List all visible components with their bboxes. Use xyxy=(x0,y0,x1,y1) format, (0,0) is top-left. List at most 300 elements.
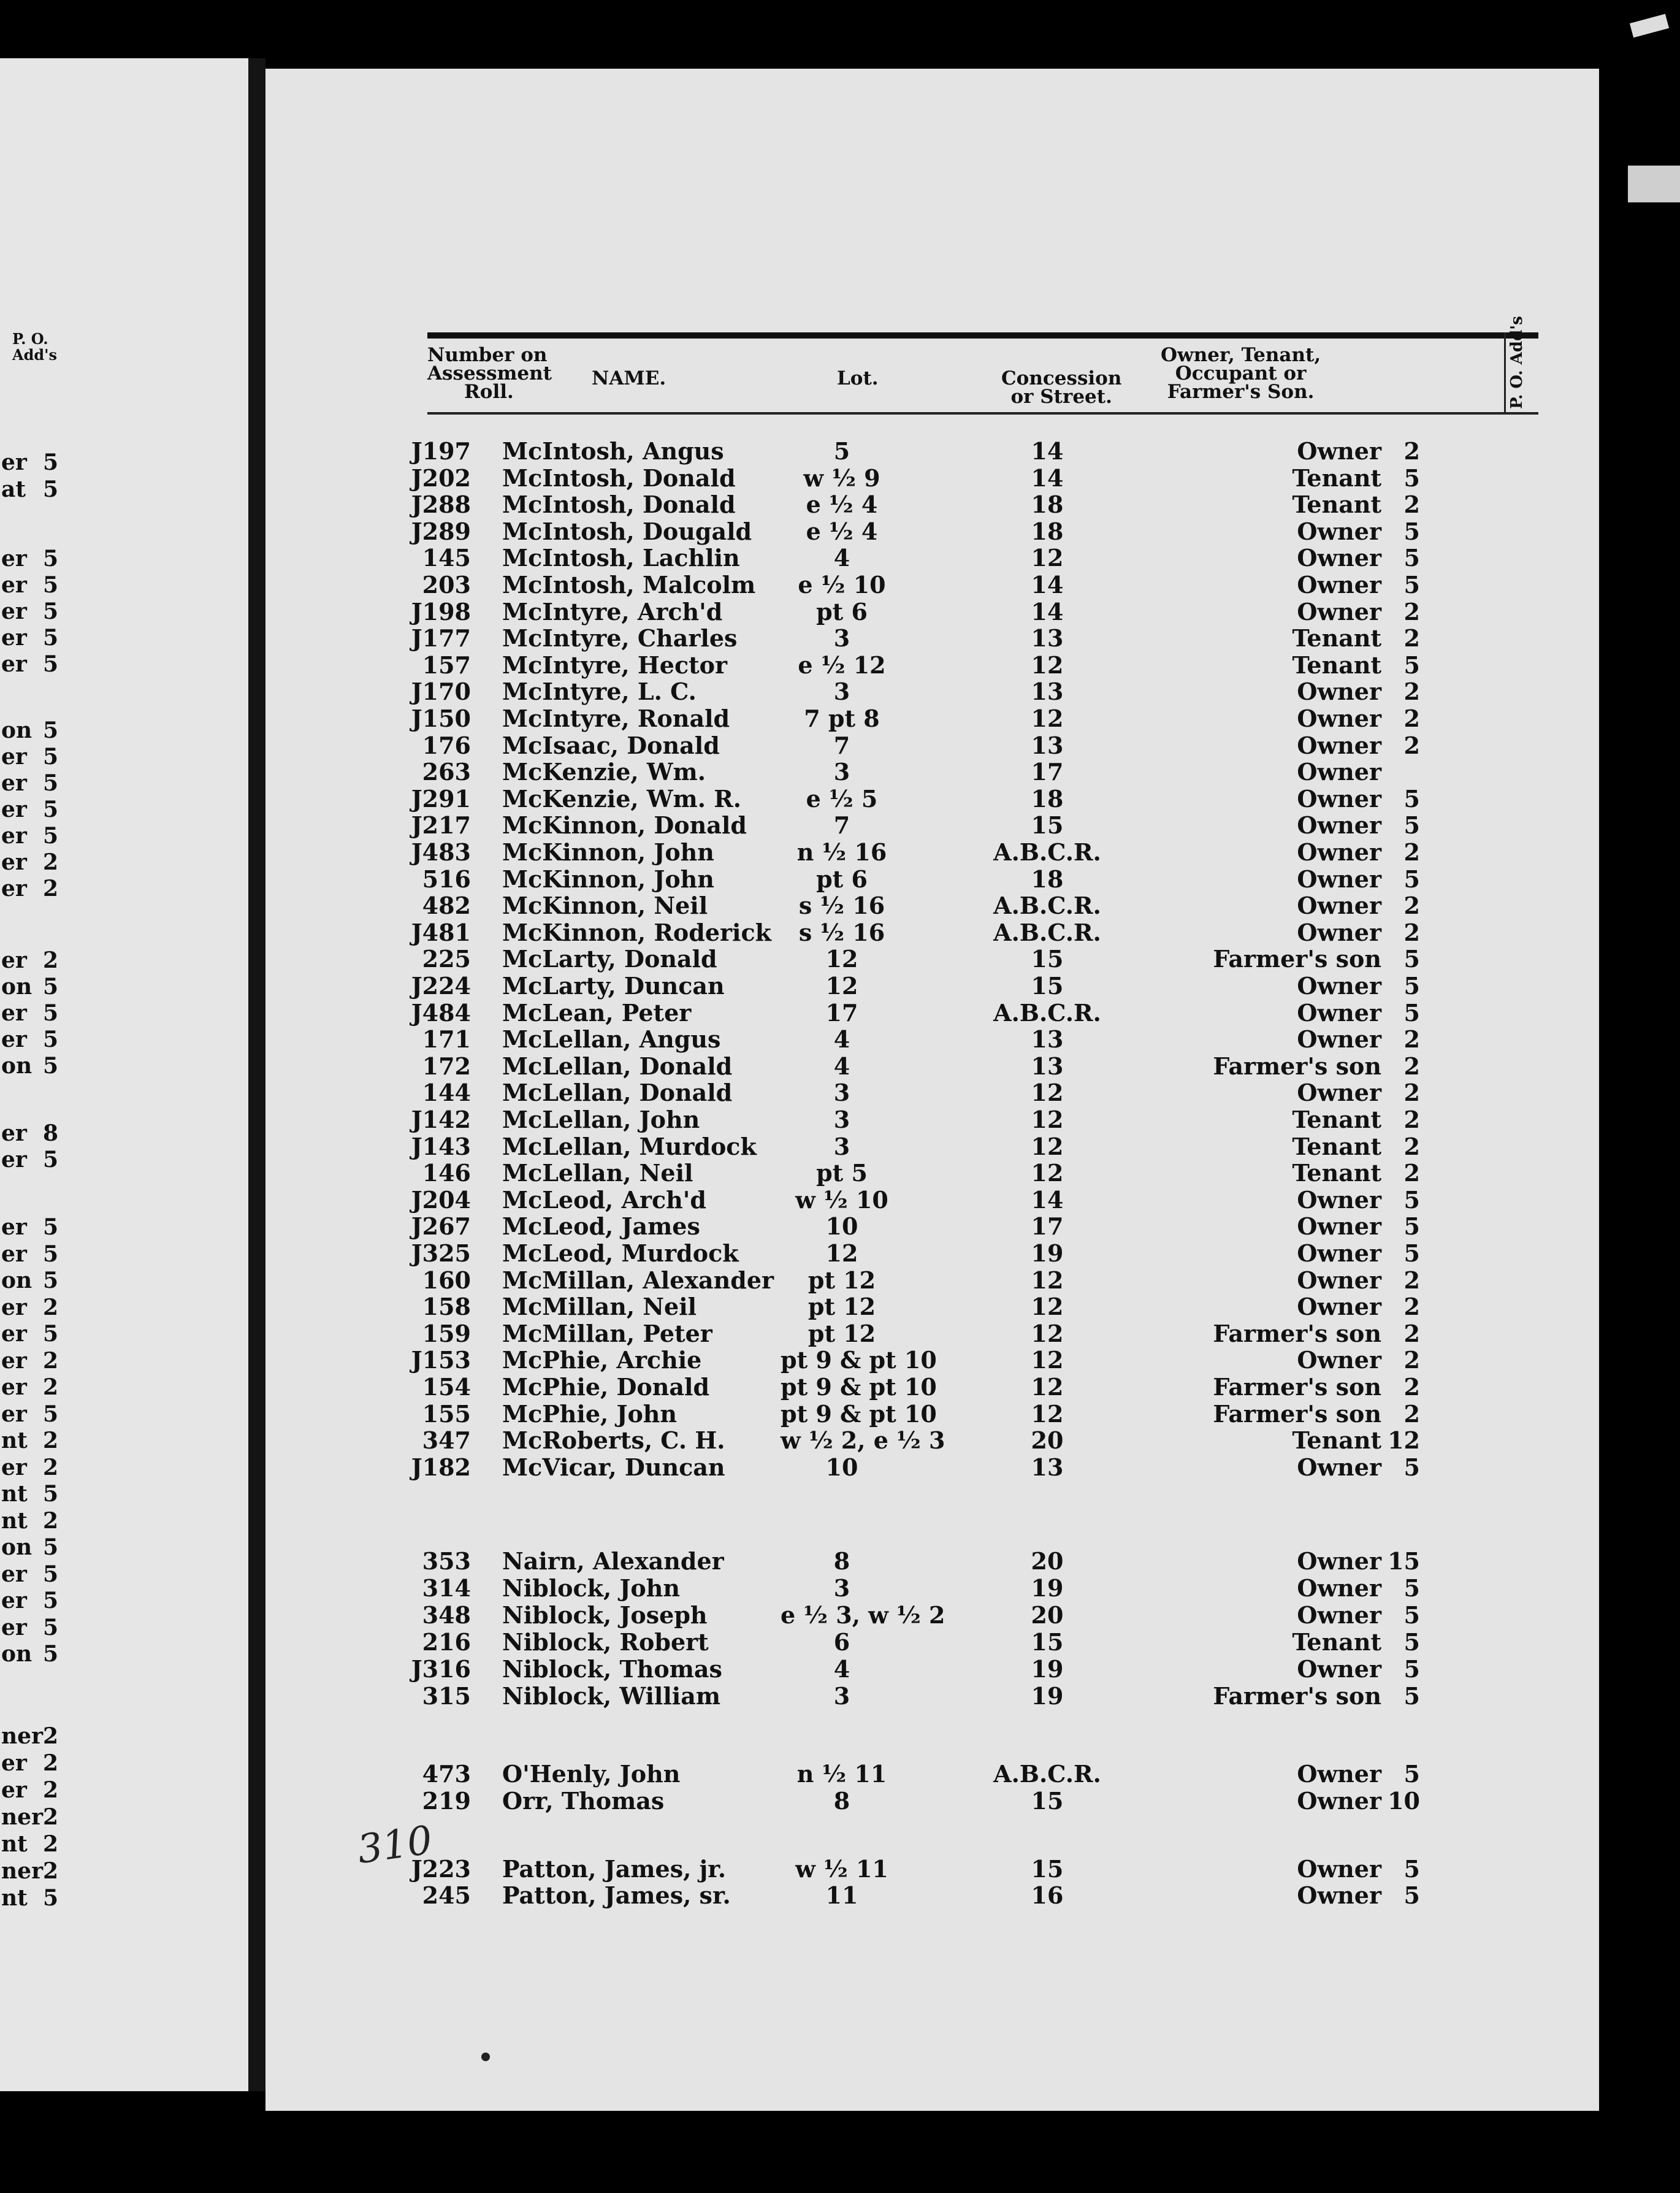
cell-po-address: 2 xyxy=(1403,678,1420,705)
left-entry-text: ner xyxy=(1,1804,44,1830)
cell-owner-status: Owner xyxy=(1297,999,1381,1027)
cell-owner-status: Owner xyxy=(1297,1881,1381,1909)
cell-concession: 17 xyxy=(1031,758,1064,786)
cell-po-address: 2 xyxy=(1403,919,1420,946)
left-entry-text: er xyxy=(1,849,27,875)
cell-concession: 12 xyxy=(1031,1373,1064,1401)
cell-po-address: 2 xyxy=(1403,437,1420,465)
cell-name: McIntyre, L. C. xyxy=(502,678,697,705)
left-entry-number: 2 xyxy=(43,1295,59,1320)
cell-lot: 3 xyxy=(833,1106,850,1133)
table-row xyxy=(265,1160,1599,1186)
cell-roll-number: 159 xyxy=(422,1320,471,1347)
cell-owner-status: Owner xyxy=(1297,1855,1381,1883)
cell-po-address: 2 xyxy=(1403,1159,1420,1187)
table-row xyxy=(265,1214,1599,1239)
cell-po-address: 2 xyxy=(1403,598,1420,626)
cell-lot: pt 12 xyxy=(808,1320,876,1347)
cell-name: McIntyre, Ronald xyxy=(502,705,730,732)
cell-concession: A.B.C.R. xyxy=(993,892,1101,919)
table-row xyxy=(265,706,1599,732)
cell-name: McKenzie, Wm. R. xyxy=(502,785,742,813)
left-entry-number: 2 xyxy=(43,1428,59,1453)
cell-concession: 16 xyxy=(1031,1881,1064,1909)
cell-roll-number: J291 xyxy=(411,785,471,813)
table-row xyxy=(265,786,1599,812)
left-entry-number: 5 xyxy=(43,1401,59,1427)
cell-owner-status: Owner xyxy=(1297,1453,1381,1481)
table-row xyxy=(265,733,1599,759)
cell-po-address: 5 xyxy=(1403,945,1420,973)
table-row xyxy=(265,1883,1599,1908)
cell-lot: pt 12 xyxy=(808,1266,876,1294)
cell-po-address: 15 xyxy=(1388,1547,1420,1575)
cell-name: McLellan, Angus xyxy=(502,1025,721,1053)
cell-concession: 12 xyxy=(1031,1079,1064,1106)
table-row xyxy=(265,438,1599,464)
cell-owner-status: Owner xyxy=(1297,437,1381,465)
table-row xyxy=(265,759,1599,785)
cell-lot: 8 xyxy=(833,1787,850,1815)
left-entry-text: nt xyxy=(1,1481,28,1507)
cell-concession: 15 xyxy=(1031,811,1064,839)
cell-po-address: 5 xyxy=(1403,1212,1420,1240)
cell-lot: e ½ 10 xyxy=(798,571,886,599)
cell-concession: 12 xyxy=(1031,1400,1064,1428)
left-entry-number: 5 xyxy=(43,1000,59,1026)
cell-concession: 14 xyxy=(1031,571,1064,599)
cell-po-address: 2 xyxy=(1403,624,1420,652)
left-entry-number: 5 xyxy=(43,744,59,770)
cell-concession: 15 xyxy=(1031,1787,1064,1815)
left-entry-number: 2 xyxy=(43,947,59,973)
cell-lot: 3 xyxy=(833,624,850,652)
cell-name: McLellan, John xyxy=(502,1106,700,1133)
cell-roll-number: J177 xyxy=(411,624,471,652)
cell-lot: 6 xyxy=(833,1628,850,1656)
cell-concession: 19 xyxy=(1031,1574,1064,1602)
cell-owner-status: Tenant xyxy=(1292,1106,1381,1133)
left-entry xyxy=(0,823,61,848)
left-entry-number: 5 xyxy=(43,546,59,572)
cell-concession: 13 xyxy=(1031,1052,1064,1080)
cell-owner-status: Owner xyxy=(1297,811,1381,839)
cell-roll-number: J217 xyxy=(411,811,471,839)
cell-lot: 3 xyxy=(833,1133,850,1160)
left-entry-number: 5 xyxy=(43,1321,59,1347)
cell-concession: 15 xyxy=(1031,972,1064,1000)
header-number-line3: Roll. xyxy=(464,381,514,403)
cell-concession: 13 xyxy=(1031,624,1064,652)
cell-lot: e ½ 3, w ½ 2 xyxy=(781,1601,945,1629)
table-row xyxy=(265,973,1599,999)
cell-owner-status: Owner xyxy=(1297,1025,1381,1053)
table-row xyxy=(265,1321,1599,1347)
left-entry-number: 2 xyxy=(43,1374,59,1400)
cell-concession: 18 xyxy=(1031,518,1064,545)
cell-owner-status: Owner xyxy=(1297,518,1381,545)
left-entry xyxy=(0,1641,61,1666)
left-entry xyxy=(0,651,61,676)
left-entry-text: er xyxy=(1,625,27,651)
cell-po-address: 5 xyxy=(1403,811,1420,839)
cell-lot: e ½ 4 xyxy=(806,491,878,518)
cell-roll-number: J143 xyxy=(411,1133,471,1160)
cell-lot: w ½ 10 xyxy=(795,1186,888,1214)
left-entry-text: ner xyxy=(1,1858,44,1884)
header-number-line1: Number on xyxy=(427,344,548,366)
left-entry-number: 5 xyxy=(43,1241,59,1267)
cell-lot: 12 xyxy=(825,1239,858,1267)
left-entry-number: 5 xyxy=(43,1053,59,1079)
table-row xyxy=(265,1548,1599,1574)
cell-roll-number: 219 xyxy=(422,1787,471,1815)
table-row xyxy=(265,1629,1599,1655)
cell-concession: A.B.C.R. xyxy=(993,919,1101,946)
cell-name: O'Henly, John xyxy=(502,1760,681,1788)
cell-name: McKinnon, Roderick xyxy=(502,919,771,946)
cell-concession: 12 xyxy=(1031,1320,1064,1347)
cell-name: McKinnon, Donald xyxy=(502,811,747,839)
table-row xyxy=(265,1187,1599,1213)
cell-name: McLellan, Donald xyxy=(502,1052,733,1080)
left-entry-number: 5 xyxy=(43,1027,59,1052)
left-po-header-line2: Add's xyxy=(12,346,58,364)
table-row xyxy=(265,840,1599,865)
table-row xyxy=(265,1656,1599,1682)
cell-roll-number: J182 xyxy=(411,1453,471,1481)
cell-name: McIsaac, Donald xyxy=(502,732,720,759)
left-entry-number: 2 xyxy=(43,1804,59,1830)
cell-po-address: 5 xyxy=(1403,1453,1420,1481)
left-entry xyxy=(0,1777,61,1802)
left-entry-text: er xyxy=(1,1348,27,1374)
table-row xyxy=(265,465,1599,491)
cell-name: Niblock, John xyxy=(502,1574,681,1602)
left-entry xyxy=(0,1723,61,1748)
header-name: NAME. xyxy=(592,367,666,389)
cell-owner-status: Owner xyxy=(1297,705,1381,732)
cell-owner-status: Owner xyxy=(1297,1574,1381,1602)
cell-po-address: 5 xyxy=(1403,1601,1420,1629)
table-row xyxy=(265,519,1599,545)
table-row xyxy=(265,545,1599,571)
cell-lot: pt 12 xyxy=(808,1293,876,1320)
left-entry xyxy=(0,1027,61,1051)
cell-name: McKinnon, Neil xyxy=(502,892,708,919)
cell-owner-status: Farmer's son xyxy=(1213,1682,1381,1710)
cell-po-address: 5 xyxy=(1403,1239,1420,1267)
left-entry-number: 5 xyxy=(43,770,59,796)
left-entry-text: nt xyxy=(1,1885,28,1911)
cell-concession: 18 xyxy=(1031,785,1064,813)
table-row xyxy=(265,1856,1599,1882)
left-entry-text: er xyxy=(1,1027,27,1052)
cell-lot: w ½ 2, e ½ 3 xyxy=(781,1426,945,1454)
cell-po-address: 5 xyxy=(1403,544,1420,572)
cell-lot: 10 xyxy=(825,1453,858,1481)
table-row xyxy=(265,893,1599,919)
cell-concession: A.B.C.R. xyxy=(993,838,1101,866)
cell-roll-number: 160 xyxy=(422,1266,471,1294)
cell-lot: s ½ 16 xyxy=(798,892,885,919)
table-row xyxy=(265,1761,1599,1787)
cell-name: McMillan, Neil xyxy=(502,1293,697,1320)
cell-owner-status: Owner xyxy=(1297,1547,1381,1575)
cell-owner-status: Owner xyxy=(1297,1760,1381,1788)
cell-roll-number: J483 xyxy=(411,838,471,866)
left-entry-text: er xyxy=(1,450,27,475)
cell-lot: 5 xyxy=(833,437,850,465)
left-entry-number: 2 xyxy=(43,1831,59,1857)
left-entry-text: er xyxy=(1,1401,27,1427)
cell-owner-status: Farmer's son xyxy=(1213,1320,1381,1347)
left-entry xyxy=(0,1750,61,1775)
left-entry-text: nt xyxy=(1,1428,28,1453)
cell-roll-number: 157 xyxy=(422,651,471,679)
left-entry-text: er xyxy=(1,1000,27,1026)
cell-roll-number: J170 xyxy=(411,678,471,705)
left-entry-number: 5 xyxy=(43,797,59,822)
cell-lot: 12 xyxy=(825,945,858,973)
cell-roll-number: J204 xyxy=(411,1186,471,1214)
cell-owner-status: Owner xyxy=(1297,678,1381,705)
cell-lot: 3 xyxy=(833,758,850,786)
cell-concession: 18 xyxy=(1031,491,1064,518)
left-entry-number: 5 xyxy=(43,1147,59,1173)
cell-roll-number: 155 xyxy=(422,1400,471,1428)
left-entry-text: er xyxy=(1,1588,27,1613)
left-entry xyxy=(0,947,61,972)
cell-name: McIntosh, Donald xyxy=(502,464,736,492)
cell-roll-number: 158 xyxy=(422,1293,471,1320)
left-entry xyxy=(0,1885,61,1910)
header-concession xyxy=(1001,369,1121,406)
cell-po-address: 5 xyxy=(1403,1760,1420,1788)
cell-concession: 12 xyxy=(1031,1293,1064,1320)
cell-po-address: 2 xyxy=(1403,1400,1420,1428)
ink-dot xyxy=(481,2053,490,2061)
cell-lot: 3 xyxy=(833,1682,850,1710)
cell-roll-number: J142 xyxy=(411,1106,471,1133)
header-bottom-rule xyxy=(427,412,1538,415)
cell-name: McKenzie, Wm. xyxy=(502,758,706,786)
cell-owner-status: Owner xyxy=(1297,1346,1381,1374)
cell-name: McIntyre, Charles xyxy=(502,624,738,652)
cell-roll-number: 225 xyxy=(422,945,471,973)
left-entry xyxy=(0,546,61,570)
left-entry xyxy=(0,1000,61,1025)
cell-roll-number: 245 xyxy=(422,1881,471,1909)
table-row xyxy=(265,599,1599,625)
cell-name: McKinnon, John xyxy=(502,865,714,893)
left-entry xyxy=(0,1053,61,1077)
cell-roll-number: 473 xyxy=(422,1760,471,1788)
table-row xyxy=(265,1788,1599,1814)
left-entry-text: er xyxy=(1,572,27,598)
header-owner xyxy=(1161,346,1321,401)
table-row xyxy=(265,1107,1599,1133)
left-entry xyxy=(0,744,61,768)
left-entry-text: er xyxy=(1,1750,27,1776)
left-entry-text: nt xyxy=(1,1831,28,1857)
table-row xyxy=(265,1054,1599,1079)
cell-concession: 12 xyxy=(1031,1266,1064,1294)
left-entry xyxy=(0,1120,61,1145)
cell-roll-number: 314 xyxy=(422,1574,471,1602)
cell-lot: e ½ 4 xyxy=(806,518,878,545)
left-entry xyxy=(0,876,61,900)
cell-lot: s ½ 16 xyxy=(798,919,885,946)
cell-owner-status: Owner xyxy=(1297,785,1381,813)
left-entry-number: 5 xyxy=(43,1615,59,1640)
book-spine xyxy=(248,58,265,2091)
cell-po-address: 2 xyxy=(1403,1293,1420,1320)
left-entry-text: ner xyxy=(1,1723,44,1749)
cell-name: McIntyre, Hector xyxy=(502,651,728,679)
left-entry-text: er xyxy=(1,1321,27,1347)
cell-roll-number: 482 xyxy=(422,892,471,919)
cell-lot: 17 xyxy=(825,999,858,1027)
register-page xyxy=(265,69,1599,2111)
left-entry xyxy=(0,1561,61,1586)
left-entry-text: on xyxy=(1,718,32,743)
left-entry-text: er xyxy=(1,1374,27,1400)
table-row xyxy=(265,1602,1599,1628)
cell-name: Nairn, Alexander xyxy=(502,1547,724,1575)
left-entry xyxy=(0,1214,61,1239)
header-concession-line2: or Street. xyxy=(1010,386,1112,408)
cell-name: Patton, James, jr. xyxy=(502,1855,727,1883)
cell-roll-number: J267 xyxy=(411,1212,471,1240)
header-owner-line3: Farmer's Son. xyxy=(1167,381,1315,403)
cell-concession: 13 xyxy=(1031,1453,1064,1481)
left-entry xyxy=(0,476,61,501)
cell-owner-status: Owner xyxy=(1297,1266,1381,1294)
cell-concession: 15 xyxy=(1031,1855,1064,1883)
left-entry-number: 5 xyxy=(43,1268,59,1293)
cell-roll-number: 146 xyxy=(422,1159,471,1187)
left-entry-text: er xyxy=(1,1615,27,1640)
cell-po-address: 5 xyxy=(1403,518,1420,545)
left-entry-number: 5 xyxy=(43,1214,59,1240)
left-entry-number: 5 xyxy=(43,1588,59,1613)
left-entry xyxy=(0,572,61,597)
cell-po-address: 5 xyxy=(1403,865,1420,893)
cell-po-address: 5 xyxy=(1403,1628,1420,1656)
cell-po-address: 5 xyxy=(1403,999,1420,1027)
table-row xyxy=(265,626,1599,651)
cell-lot: 3 xyxy=(833,1574,850,1602)
left-entry-number: 5 xyxy=(43,1885,59,1911)
cell-roll-number: 172 xyxy=(422,1052,471,1080)
cell-concession: 19 xyxy=(1031,1239,1064,1267)
left-po-header-line1: P. O. xyxy=(12,330,48,348)
cell-name: McIntosh, Donald xyxy=(502,491,736,518)
cell-concession: 14 xyxy=(1031,1186,1064,1214)
cell-name: McIntosh, Angus xyxy=(502,437,724,465)
cell-owner-status: Owner xyxy=(1297,1655,1381,1683)
table-row xyxy=(265,679,1599,705)
cell-name: McMillan, Alexander xyxy=(502,1266,774,1294)
left-entry xyxy=(0,1428,61,1452)
cell-concession: 18 xyxy=(1031,865,1064,893)
cell-name: Niblock, Thomas xyxy=(502,1655,722,1683)
left-entry xyxy=(0,1374,61,1399)
left-entry xyxy=(0,1348,61,1372)
cell-name: McPhie, Donald xyxy=(502,1373,710,1401)
table-row xyxy=(265,1134,1599,1160)
left-entry xyxy=(0,1831,61,1856)
left-entry-text: er xyxy=(1,1777,27,1803)
cell-owner-status: Owner xyxy=(1297,838,1381,866)
left-entry xyxy=(0,1804,61,1829)
cell-concession: 13 xyxy=(1031,732,1064,759)
cell-po-address: 2 xyxy=(1403,1052,1420,1080)
cell-po-address: 2 xyxy=(1403,1346,1420,1374)
paper-scrap xyxy=(1628,166,1680,202)
cell-owner-status: Tenant xyxy=(1292,1628,1381,1656)
left-entry-number: 2 xyxy=(43,1723,59,1749)
cell-owner-status: Farmer's son xyxy=(1213,1052,1381,1080)
cell-roll-number: J150 xyxy=(411,705,471,732)
cell-po-address: 2 xyxy=(1403,1320,1420,1347)
left-entry-text: er xyxy=(1,599,27,624)
cell-roll-number: 263 xyxy=(422,758,471,786)
cell-roll-number: J224 xyxy=(411,972,471,1000)
table-row xyxy=(265,867,1599,892)
left-entry-number: 5 xyxy=(43,1641,59,1667)
left-entry xyxy=(0,1268,61,1292)
cell-owner-status: Tenant xyxy=(1292,464,1381,492)
cell-po-address: 2 xyxy=(1403,1025,1420,1053)
cell-po-address: 5 xyxy=(1403,1682,1420,1710)
cell-lot: w ½ 9 xyxy=(803,464,880,492)
cell-roll-number: J202 xyxy=(411,464,471,492)
left-entry xyxy=(0,1401,61,1426)
left-entry-text: er xyxy=(1,947,27,973)
left-entry-number: 2 xyxy=(43,1508,59,1534)
cell-owner-status: Owner xyxy=(1297,1293,1381,1320)
cell-roll-number: J316 xyxy=(411,1655,471,1683)
header-column-rule xyxy=(1504,332,1506,415)
cell-lot: 8 xyxy=(833,1547,850,1575)
cell-lot: pt 9 & pt 10 xyxy=(781,1346,937,1374)
left-entry-text: on xyxy=(1,1053,32,1079)
cell-lot: e ½ 12 xyxy=(798,651,886,679)
cell-concession: 20 xyxy=(1031,1601,1064,1629)
cell-po-address: 2 xyxy=(1403,1079,1420,1106)
cell-concession: 15 xyxy=(1031,1628,1064,1656)
cell-name: McRoberts, C. H. xyxy=(502,1426,725,1454)
table-row xyxy=(265,1294,1599,1320)
cell-roll-number: J288 xyxy=(411,491,471,518)
cell-roll-number: 216 xyxy=(422,1628,471,1656)
cell-owner-status: Farmer's son xyxy=(1213,1400,1381,1428)
left-entry-text: er xyxy=(1,1147,27,1173)
left-entry-text: at xyxy=(1,476,26,502)
left-entry-text: er xyxy=(1,1214,27,1240)
cell-name: McLellan, Neil xyxy=(502,1159,693,1187)
cell-name: McIntosh, Dougald xyxy=(502,518,752,545)
cell-name: Orr, Thomas xyxy=(502,1787,665,1815)
left-entry xyxy=(0,1615,61,1639)
left-entry xyxy=(0,1534,61,1559)
cell-name: McVicar, Duncan xyxy=(502,1453,725,1481)
cell-concession: 13 xyxy=(1031,1025,1064,1053)
cell-po-address: 2 xyxy=(1403,892,1420,919)
cell-lot: n ½ 16 xyxy=(796,838,887,866)
